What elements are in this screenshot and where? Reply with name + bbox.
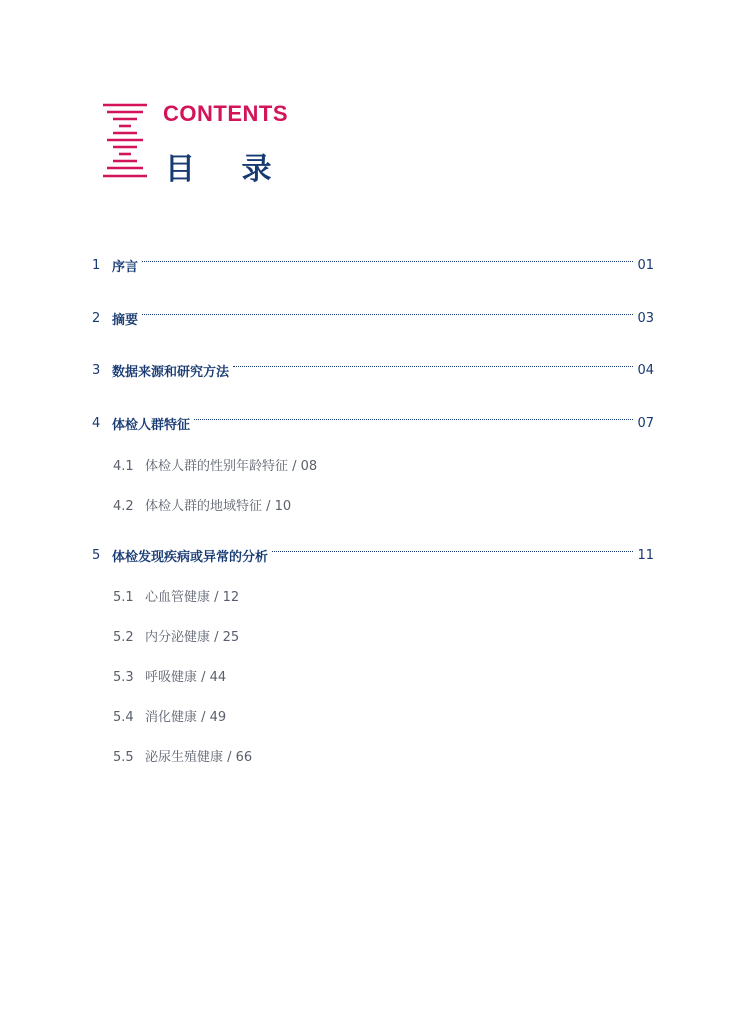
contents-logo-icon: [103, 103, 147, 179]
toc-entry-title: 体检人群特征: [112, 417, 191, 433]
dot-leader: [233, 366, 633, 367]
toc-entry[interactable]: [92, 255, 654, 275]
toc-entry-number: 5: [92, 547, 101, 563]
dot-leader: [272, 551, 633, 552]
contents-heading-en: CONTENTS: [163, 101, 288, 126]
toc-subentry-number: 5.3: [113, 670, 134, 685]
toc-subentry-number: 5.4: [113, 710, 134, 725]
toc-entry-title: 序言: [112, 259, 139, 275]
toc-subentry-number: 4.1: [113, 459, 134, 474]
toc-subentry-text: 体检人群的地域特征 / 10: [145, 499, 292, 514]
toc-entry-title: 体检发现疾病或异常的分析: [112, 549, 269, 565]
toc-subentry-number: 4.2: [113, 499, 134, 514]
toc-entry-title: 数据来源和研究方法: [112, 364, 230, 380]
toc-subentry[interactable]: [113, 495, 291, 514]
toc-entry[interactable]: [92, 413, 654, 433]
toc-entry-number: 2: [92, 310, 101, 326]
toc-entry-page: 03: [637, 310, 654, 326]
toc-subentry-text: 心血管健康 / 12: [145, 590, 240, 605]
toc-entry-number: 1: [92, 257, 101, 273]
toc-subentry-text: 内分泌健康 / 25: [145, 630, 240, 645]
toc-entry[interactable]: [92, 308, 654, 328]
toc-entry[interactable]: [92, 360, 654, 380]
toc-entry-title: 摘要: [112, 312, 139, 328]
toc-subentry[interactable]: [113, 626, 239, 645]
dot-leader: [142, 314, 633, 315]
contents-heading-zh: 目 录: [165, 152, 290, 187]
toc-subentry-text: 消化健康 / 49: [145, 710, 227, 725]
toc-entry-page: 11: [637, 547, 654, 563]
toc-entry-number: 4: [92, 415, 101, 431]
dot-leader: [142, 261, 633, 262]
toc-entry-number: 3: [92, 362, 101, 378]
toc-subentry-text: 呼吸健康 / 44: [145, 670, 227, 685]
toc-subentry[interactable]: [113, 706, 226, 725]
toc-subentry-number: 5.1: [113, 590, 134, 605]
dot-leader: [194, 419, 633, 420]
toc-entry-page: 01: [637, 257, 654, 273]
toc-subentry-number: 5.5: [113, 750, 134, 765]
toc-entry[interactable]: [92, 545, 654, 565]
toc-subentry[interactable]: [113, 586, 239, 605]
toc-subentry[interactable]: [113, 455, 317, 474]
toc-subentry[interactable]: [113, 666, 226, 685]
toc-subentry-number: 5.2: [113, 630, 134, 645]
toc-subentry-text: 泌尿生殖健康 / 66: [145, 750, 253, 765]
toc-entry-page: 07: [637, 415, 654, 431]
toc-subentry-text: 体检人群的性别年龄特征 / 08: [145, 459, 318, 474]
toc-subentry[interactable]: [113, 746, 252, 765]
toc-entry-page: 04: [637, 362, 654, 378]
